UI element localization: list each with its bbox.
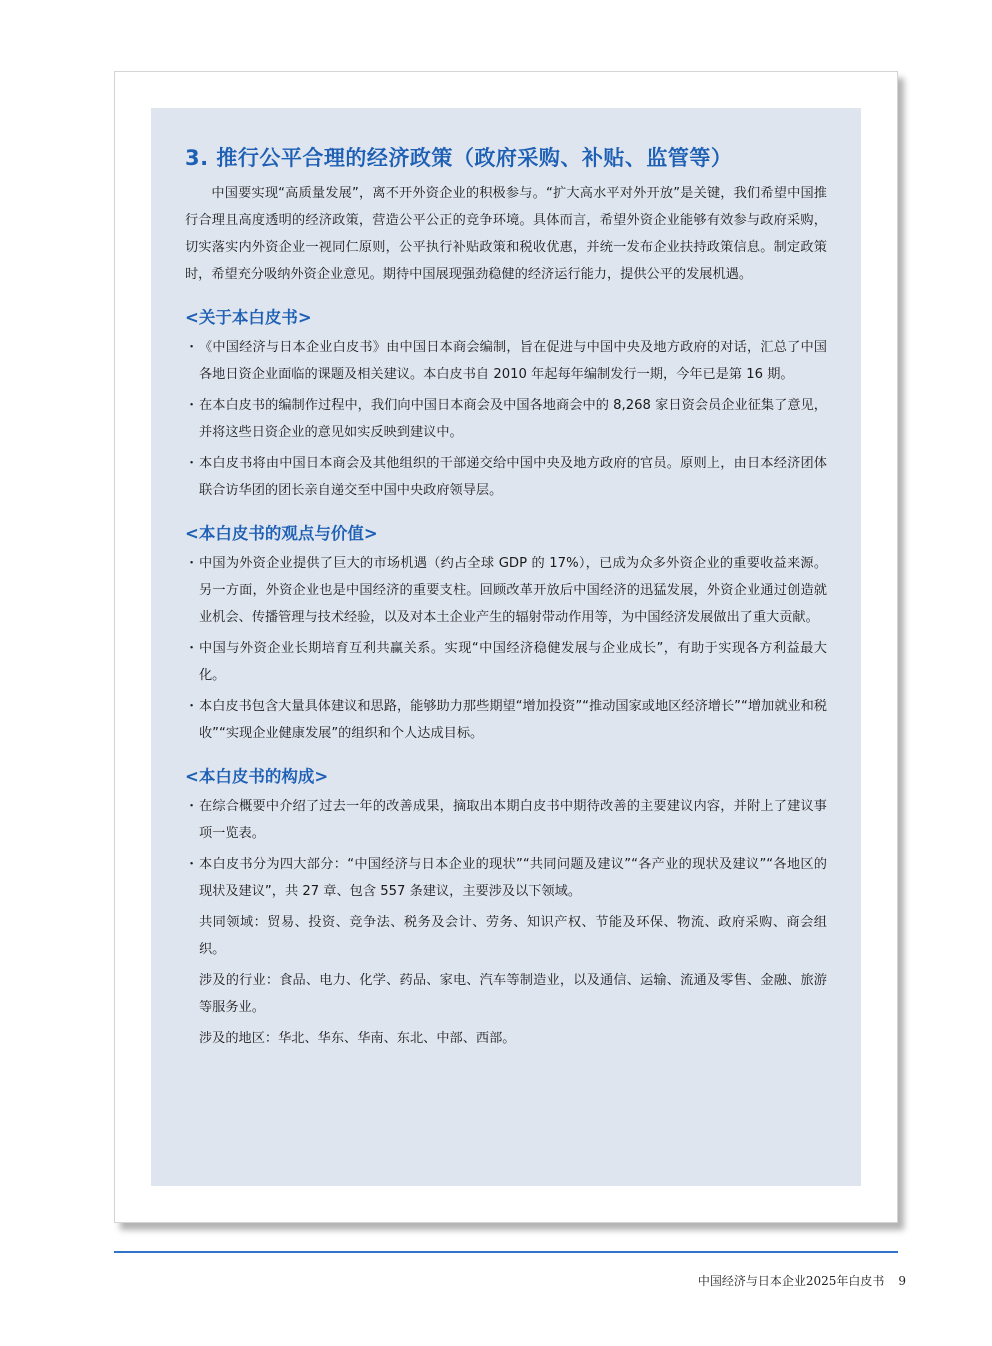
list-item: ・ 中国为外资企业提供了巨大的市场机遇（约占全球 GDP 的 17%），已成为众多外资企业的重要收益来源。另一方面，外资企业也是中国经济的重要支柱。回顾改革开放后中国经济的迅猛发展，外资企业通过创造就业机会、传播管理与技术经验，以及对本土企业产生的辐射带动作用等，为中国经济发展做出了重大贡献。 — [185, 556, 827, 625]
regions-text: 涉及的地区：华北、华东、华南、东北、中部、西部。 — [199, 1031, 516, 1046]
list-item: ・ 中国与外资企业长期培育互利共赢关系。实现“中国经济稳健发展与企业成长”，有助于实现各方利益最大化。 — [185, 641, 827, 683]
list-item: ・ 在本白皮书的编制作过程中，我们向中国日本商会及中国各地商会中的 8,268 家日资会员企业征集了意见，并将这些日资企业的意见如实反映到建议中。 — [185, 398, 827, 440]
list-item: ・ 本白皮书包含大量具体建议和思路，能够助力那些期望“增加投资”“推动国家或地区经济增长”“增加就业和税收”“实现企业健康发展”的组织和个人达成目标。 — [185, 699, 827, 741]
value-list — [185, 550, 827, 747]
about-list — [185, 334, 827, 504]
page-footer — [698, 1272, 906, 1289]
structure-list — [185, 793, 827, 905]
page-card — [114, 71, 898, 1223]
list-item: ・ 在综合概要中介绍了过去一年的改善成果，摘取出本期白皮书中期待改善的主要建议内容，并附上了建议事项一览表。 — [185, 799, 827, 841]
page-number: 9 — [898, 1274, 906, 1288]
list-item: ・ 《中国经济与日本企业白皮书》由中国日本商会编制，旨在促进与中国中央及地方政府的对话，汇总了中国各地日资企业面临的课题及相关建议。本白皮书自 2010 年起每年编制发行一期，今年已是第 16 期。 — [185, 340, 827, 382]
publication-title: 中国经济与日本企业2025年白皮书 — [697, 1274, 885, 1288]
value-heading: <本白皮书的观点与价值> — [185, 524, 378, 543]
list-item: ・ 本白皮书分为四大部分：“中国经济与日本企业的现状”“共同问题及建议”“各产业的现状及建议”“各地区的现状及建议”，共 27 章、包含 557 条建议，主要涉及以下领域。 — [185, 857, 827, 899]
industries-text: 涉及的行业：食品、电力、化学、药品、家电、汽车等制造业，以及通信、运输、流通及零售、金融、旅游等服务业。 — [199, 973, 827, 1015]
footer-rule — [114, 1251, 898, 1253]
section-body: 中国要实现“高质量发展”，离不开外资企业的积极参与。“扩大高水平对外开放”是关键，我们希望中国推行合理且高度透明的经济政策，营造公平公正的竞争环境。具体而言，希望外资企业能够有效参与政府采购，切实落实内外资企业一视同仁原则，公平执行补贴政策和税收优惠，并统一发布企业扶持政策信息。制定政策时，希望充分吸纳外资企业意见。期待中国展现强劲稳健的经济运行能力，提供公平的发展机遇。 — [185, 186, 827, 282]
content-panel — [151, 108, 861, 1186]
about-heading: <关于本白皮书> — [185, 308, 312, 327]
section-title: 3. 推行公平合理的经济政策（政府采购、补贴、监管等） — [185, 146, 733, 170]
list-item: ・ 本白皮书将由中国日本商会及其他组织的干部递交给中国中央及地方政府的官员。原则上，由日本经济团体联合访华团的团长亲自递交至中国中央政府领导层。 — [185, 456, 827, 498]
common-fields-text: 共同领域：贸易、投资、竞争法、税务及会计、劳务、知识产权、节能及环保、物流、政府采购、商会组织。 — [199, 915, 827, 957]
structure-heading: <本白皮书的构成> — [185, 767, 329, 786]
